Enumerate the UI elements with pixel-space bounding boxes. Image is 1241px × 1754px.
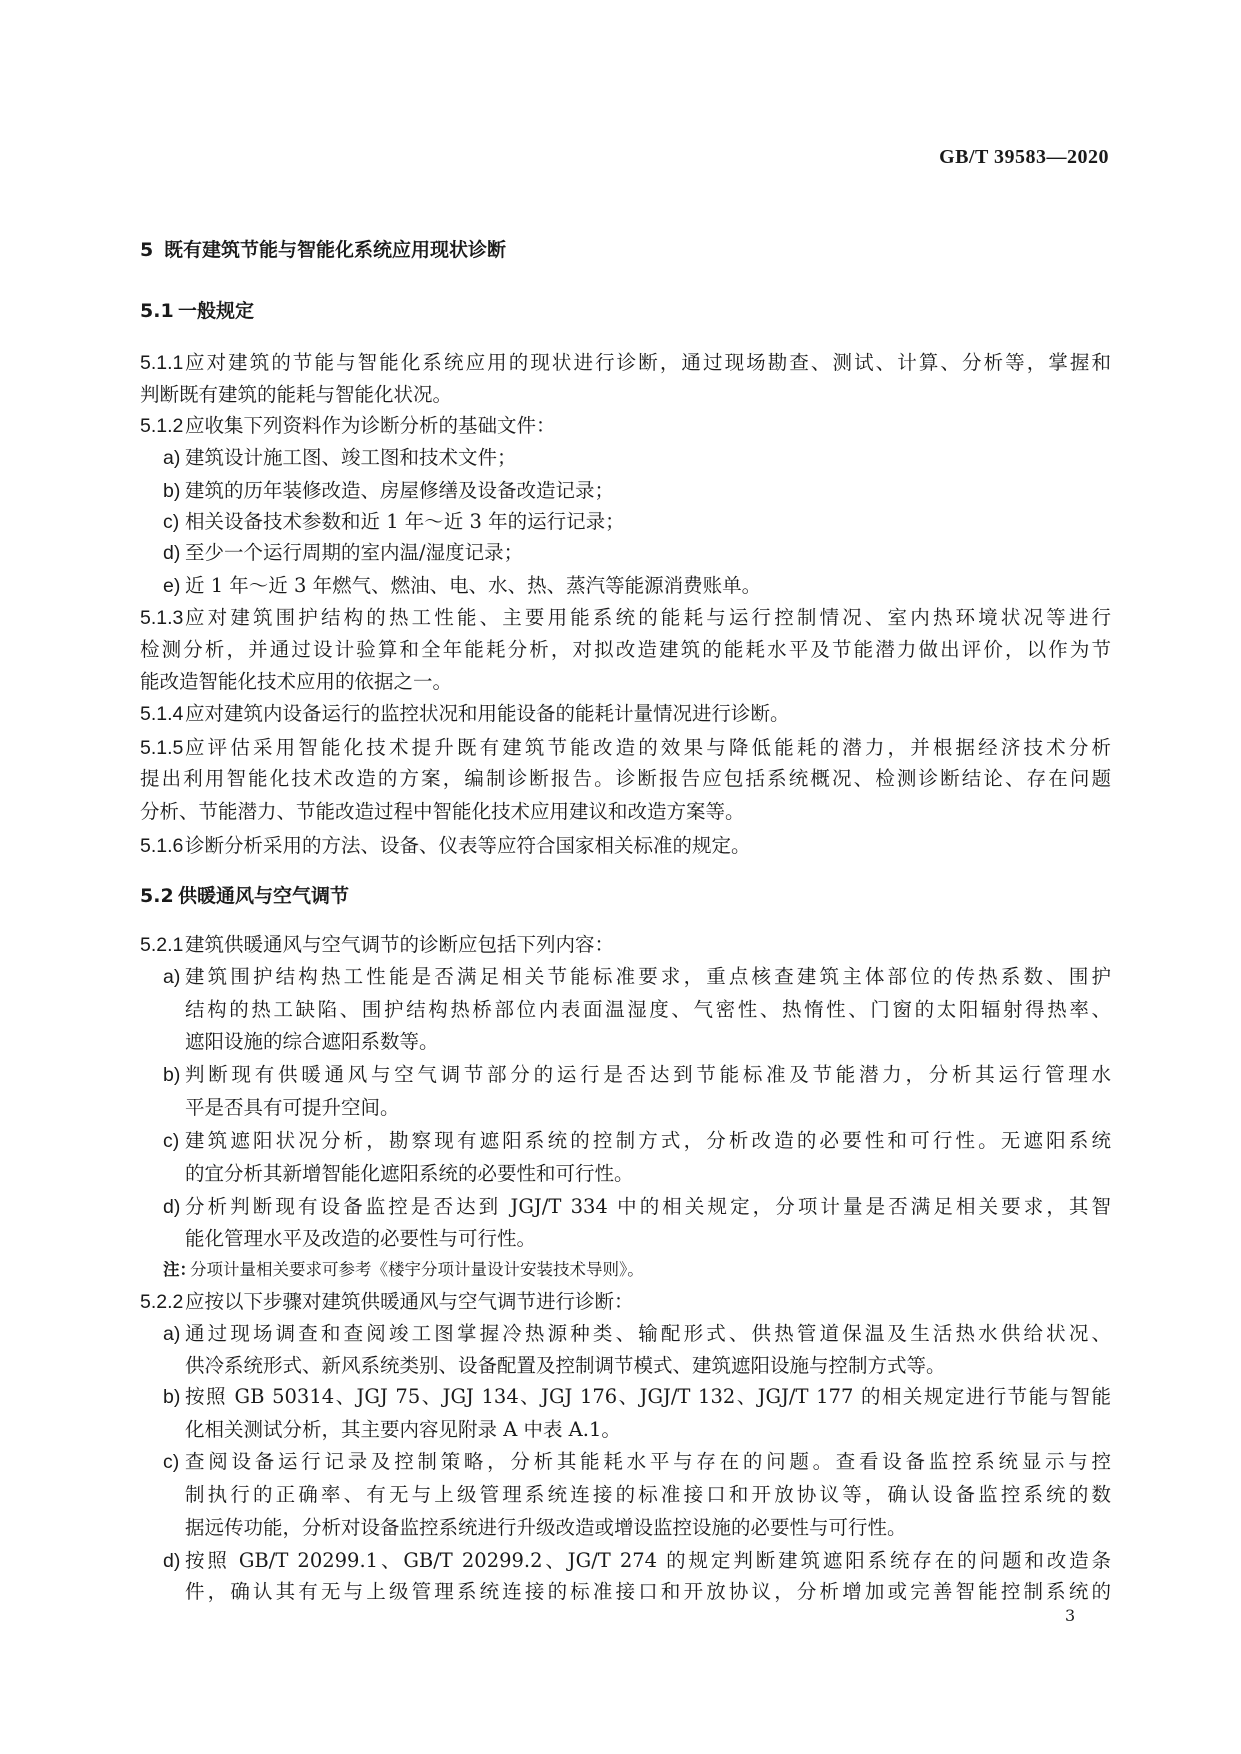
paragraph-text: 分项计量相关要求可参考《楼宇分项计量设计安装技术导则》。	[190, 1260, 644, 1279]
clause-line	[0, 796, 1241, 828]
note-label: 注：	[163, 1261, 196, 1279]
clause-line	[0, 602, 1241, 634]
item-line	[0, 1350, 1241, 1382]
paragraph-text: 近 1 年～近 3 年燃气、燃油、电、水、热、蒸汽等能源消费账单。	[185, 574, 762, 597]
item-line	[0, 1092, 1241, 1124]
list-marker: d)	[163, 1550, 181, 1572]
paragraph-text: 应评估采用智能化技术提升既有建筑节能改造的效果与降低能耗的潜力，并根据经济技术分析	[185, 736, 1111, 759]
paragraph-text: 提出利用智能化技术改造的方案，编制诊断报告。诊断报告应包括系统概况、检测诊断结论、存在问题	[140, 767, 1111, 790]
clause-line	[0, 347, 1241, 379]
list-marker: a)	[163, 966, 181, 988]
section-number: 5.1	[140, 300, 174, 322]
paragraph-text: 判断现有供暖通风与空气调节部分的运行是否达到节能标准及节能潜力，分析其运行管理水	[185, 1063, 1111, 1086]
section-number: 5.1.3	[140, 607, 184, 629]
paragraph-text: 结构的热工缺陷、围护结构热桥部位内表面温湿度、气密性、热惰性、门窗的太阳辐射得热率、	[185, 998, 1111, 1021]
paragraph-text: 据远传功能，分析对设备监控系统进行升级改造或增设监控设施的必要性与可行性。	[185, 1516, 907, 1539]
section-heading: 供暖通风与空气调节	[178, 885, 350, 907]
paragraph-text: 制执行的正确率、有无与上级管理系统连接的标准接口和开放协议等，确认设备监控系统的数	[185, 1483, 1111, 1506]
clause-line	[0, 410, 1241, 442]
item-line	[0, 1191, 1241, 1223]
section-number: 5.1.4	[140, 703, 184, 725]
list-marker: d)	[163, 542, 181, 564]
clause-line	[0, 634, 1241, 666]
list-marker: a)	[163, 447, 181, 469]
clause-line	[0, 698, 1241, 730]
list-marker: b)	[163, 1386, 181, 1408]
clause-line	[0, 830, 1241, 862]
clause-line	[0, 732, 1241, 764]
section-heading: 一般规定	[178, 300, 255, 322]
paragraph-text: 建筑供暖通风与空气调节的诊断应包括下列内容：	[185, 933, 615, 956]
item-line	[0, 506, 1241, 538]
section-number: 5	[140, 239, 154, 261]
list-marker: c)	[163, 511, 180, 533]
section-number: 5.1.1	[140, 352, 184, 374]
h2-line	[0, 295, 1241, 327]
list-marker: b)	[163, 480, 181, 502]
item-line	[0, 1223, 1241, 1255]
item-line	[0, 1059, 1241, 1091]
item-line	[0, 442, 1241, 474]
item-line	[0, 1125, 1241, 1157]
paragraph-text: 应对建筑内设备运行的监控状况和用能设备的能耗计量情况进行诊断。	[185, 702, 790, 725]
section-number: 5.2.2	[140, 1291, 184, 1313]
paragraph-text: 平是否具有可提升空间。	[185, 1096, 400, 1119]
item-line	[0, 475, 1241, 507]
paragraph-text: 应对建筑的节能与智能化系统应用的现状进行诊断，通过现场勘查、测试、计算、分析等，掌握和	[185, 351, 1111, 374]
paragraph-text: 应收集下列资料作为诊断分析的基础文件：	[185, 414, 556, 437]
paragraph-text: 的宜分析其新增智能化遮阳系统的必要性和可行性。	[185, 1162, 634, 1185]
item-line	[0, 994, 1241, 1026]
list-marker: d)	[163, 1196, 181, 1218]
item-line	[0, 1446, 1241, 1478]
item-line	[0, 1318, 1241, 1350]
clause-line	[0, 379, 1241, 411]
item-line	[0, 1158, 1241, 1190]
item-line	[0, 1545, 1241, 1577]
list-marker: c)	[163, 1451, 180, 1473]
paragraph-text: 遮阳设施的综合遮阳系数等。	[185, 1030, 439, 1053]
paragraph-text: 供冷系统形式、新风系统类别、设备配置及控制调节模式、建筑遮阳设施与控制方式等。	[185, 1354, 946, 1377]
item-line	[0, 570, 1241, 602]
paragraph-text: 能化管理水平及改造的必要性与可行性。	[185, 1227, 537, 1250]
note-line	[0, 1254, 1241, 1286]
paragraph-text: 化相关测试分析，其主要内容见附录 A 中表 A.1。	[185, 1418, 621, 1441]
clause-line	[0, 929, 1241, 961]
paragraph-text: 通过现场调查和查阅竣工图掌握冷热源种类、输配形式、供热管道保温及生活热水供给状况、	[185, 1322, 1111, 1345]
item-line	[0, 1414, 1241, 1446]
list-marker: e)	[163, 575, 181, 597]
paragraph-text: 建筑围护结构热工性能是否满足相关节能标准要求，重点核查建筑主体部位的传热系数、围护	[185, 965, 1111, 988]
paragraph-text: 能改造智能化技术应用的依据之一。	[140, 670, 453, 693]
section-heading: 既有建筑节能与智能化系统应用现状诊断	[164, 239, 507, 261]
section-number: 5.1.2	[140, 415, 184, 437]
paragraph-text: 分析、节能潜力、节能改造过程中智能化技术应用建议和改造方案等。	[140, 800, 745, 823]
paragraph-text: 件，确认其有无与上级管理系统连接的标准接口和开放协议，分析增加或完善智能控制系统的	[185, 1580, 1111, 1603]
section-number: 5.2.1	[140, 934, 184, 956]
h2-line	[0, 880, 1241, 912]
paragraph-text: 相关设备技术参数和近 1 年～近 3 年的运行记录；	[185, 510, 625, 533]
item-line	[0, 1576, 1241, 1608]
clause-line	[0, 1286, 1241, 1318]
paragraph-text: 建筑的历年装修改造、房屋修缮及设备改造记录；	[185, 479, 615, 502]
paragraph-text: 判断既有建筑的能耗与智能化状况。	[140, 383, 453, 406]
paragraph-text: 按照 GB 50314、JGJ 75、JGJ 134、JGJ 176、JGJ/T 132、JGJ/T 177 的相关规定进行节能与智能	[185, 1385, 1111, 1408]
paragraph-text: 应按以下步骤对建筑供暖通风与空气调节进行诊断：	[185, 1290, 634, 1313]
h1-line	[0, 234, 1241, 266]
item-line	[0, 1381, 1241, 1413]
paragraph-text: 检测分析，并通过设计验算和全年能耗分析，对拟改造建筑的能耗水平及节能潜力做出评价，以作为节	[140, 638, 1111, 661]
item-line	[0, 1479, 1241, 1511]
page-number: 3	[1065, 1606, 1076, 1625]
item-line	[0, 537, 1241, 569]
paragraph-text: 应对建筑围护结构的热工性能、主要用能系统的能耗与运行控制情况、室内热环境状况等进行	[185, 606, 1111, 629]
paragraph-text: 查阅设备运行记录及控制策略，分析其能耗水平与存在的问题。查看设备监控系统显示与控	[185, 1450, 1111, 1473]
clause-line	[0, 666, 1241, 698]
standard-number: GB/T 39583—2020	[939, 146, 1109, 168]
item-line	[0, 961, 1241, 993]
paragraph-text: 至少一个运行周期的室内温/湿度记录；	[185, 541, 524, 564]
list-marker: c)	[163, 1130, 180, 1152]
item-line	[0, 1512, 1241, 1544]
section-number: 5.1.6	[140, 835, 184, 857]
item-line	[0, 1026, 1241, 1058]
paragraph-text: 分析判断现有设备监控是否达到 JGJ/T 334 中的相关规定，分项计量是否满足相关要求，其智	[185, 1195, 1111, 1218]
paragraph-text: 诊断分析采用的方法、设备、仪表等应符合国家相关标准的规定。	[185, 834, 751, 857]
list-marker: a)	[163, 1323, 181, 1345]
paragraph-text: 按照 GB/T 20299.1、GB/T 20299.2、JG/T 274 的规定判断建筑遮阳系统存在的问题和改造条	[185, 1549, 1111, 1572]
clause-line	[0, 763, 1241, 795]
paragraph-text: 建筑设计施工图、竣工图和技术文件；	[185, 446, 517, 469]
paragraph-text: 建筑遮阳状况分析，勘察现有遮阳系统的控制方式，分析改造的必要性和可行性。无遮阳系统	[185, 1129, 1111, 1152]
section-number: 5.1.5	[140, 737, 184, 759]
list-marker: b)	[163, 1064, 181, 1086]
section-number: 5.2	[140, 885, 174, 907]
